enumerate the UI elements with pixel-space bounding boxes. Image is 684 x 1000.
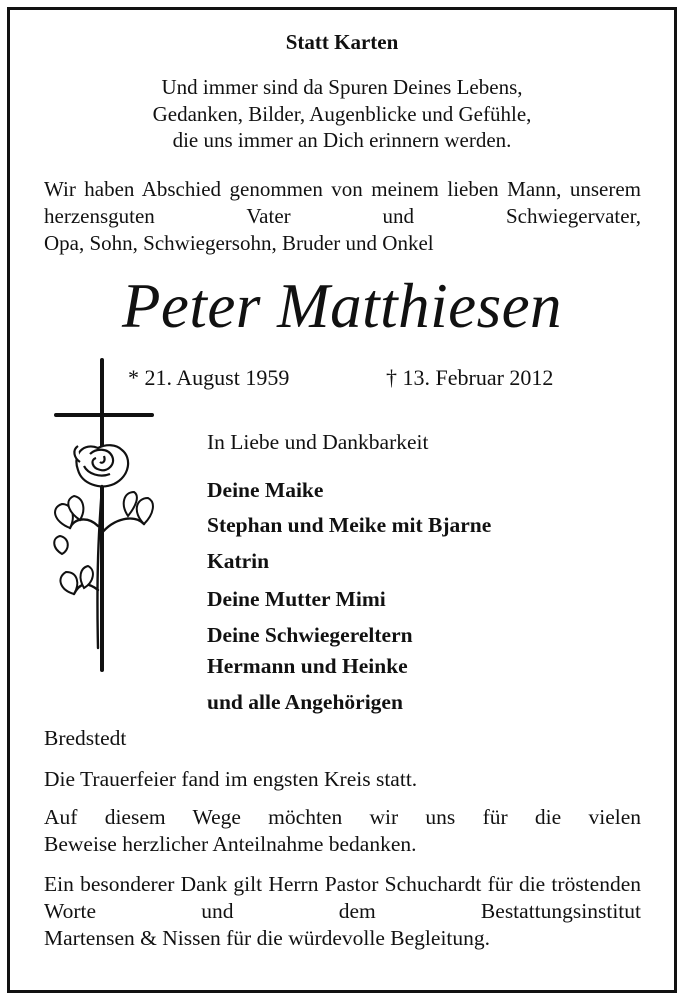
- thanks-line: Beweise herzlicher Anteilnahme bedanken.: [44, 832, 417, 856]
- mourner-entry: Katrin: [207, 549, 270, 573]
- poem: [0, 74, 684, 154]
- special-thanks-line: Martensen & Nissen für die würdevolle Begleitung.: [44, 926, 491, 950]
- intro-paragraph: [44, 176, 641, 257]
- intro-line: Mann, unserem herzensguten Vater und Schwiegervater,: [44, 177, 641, 228]
- birth-date: * 21. August 1959: [128, 365, 290, 390]
- mourner-entry: Stephan und Meike mit Bjarne: [207, 513, 492, 537]
- cross-with-rose-icon: [44, 358, 156, 672]
- mourner-entry: Deine Mutter Mimi: [207, 587, 386, 611]
- mourner-entry: Deine Schwiegereltern: [207, 623, 413, 647]
- death-date: † 13. Februar 2012: [386, 365, 554, 390]
- mourner-entry: und alle Angehörigen: [207, 690, 403, 714]
- funeral-note: Die Trauerfeier fand im engsten Kreis statt.: [44, 767, 418, 791]
- mourners-intro: In Liebe und Dankbarkeit: [207, 430, 429, 454]
- intro-line: Opa, Sohn, Schwiegersohn, Bruder und Onkel: [44, 231, 434, 255]
- special-thanks-paragraph: [44, 871, 641, 952]
- intro-line: Wir haben Abschied genommen von meinem lieben: [44, 177, 499, 201]
- place-name: Bredstedt: [44, 726, 127, 750]
- poem-line: die uns immer an Dich erinnern werden.: [172, 128, 512, 152]
- special-thanks-line: für die tröstenden Worte und dem Bestattungsinstitut: [44, 872, 641, 923]
- poem-line: Gedanken, Bilder, Augenblicke und Gefühle,: [152, 101, 532, 126]
- thanks-line: Auf diesem Wege möchten wir uns für die vielen: [44, 805, 641, 829]
- mourner-entry: Hermann und Heinke: [207, 654, 408, 678]
- mourner-entry: Deine Maike: [207, 478, 324, 502]
- poem-line: Und immer sind da Spuren Deines Lebens,: [161, 75, 523, 99]
- thanks-paragraph: [44, 804, 641, 858]
- notice-heading: Statt Karten: [285, 30, 399, 54]
- special-thanks-line: Ein besonderer Dank gilt Herrn Pastor Schuchardt: [44, 872, 482, 896]
- deceased-name: Peter Matthiesen: [121, 271, 563, 341]
